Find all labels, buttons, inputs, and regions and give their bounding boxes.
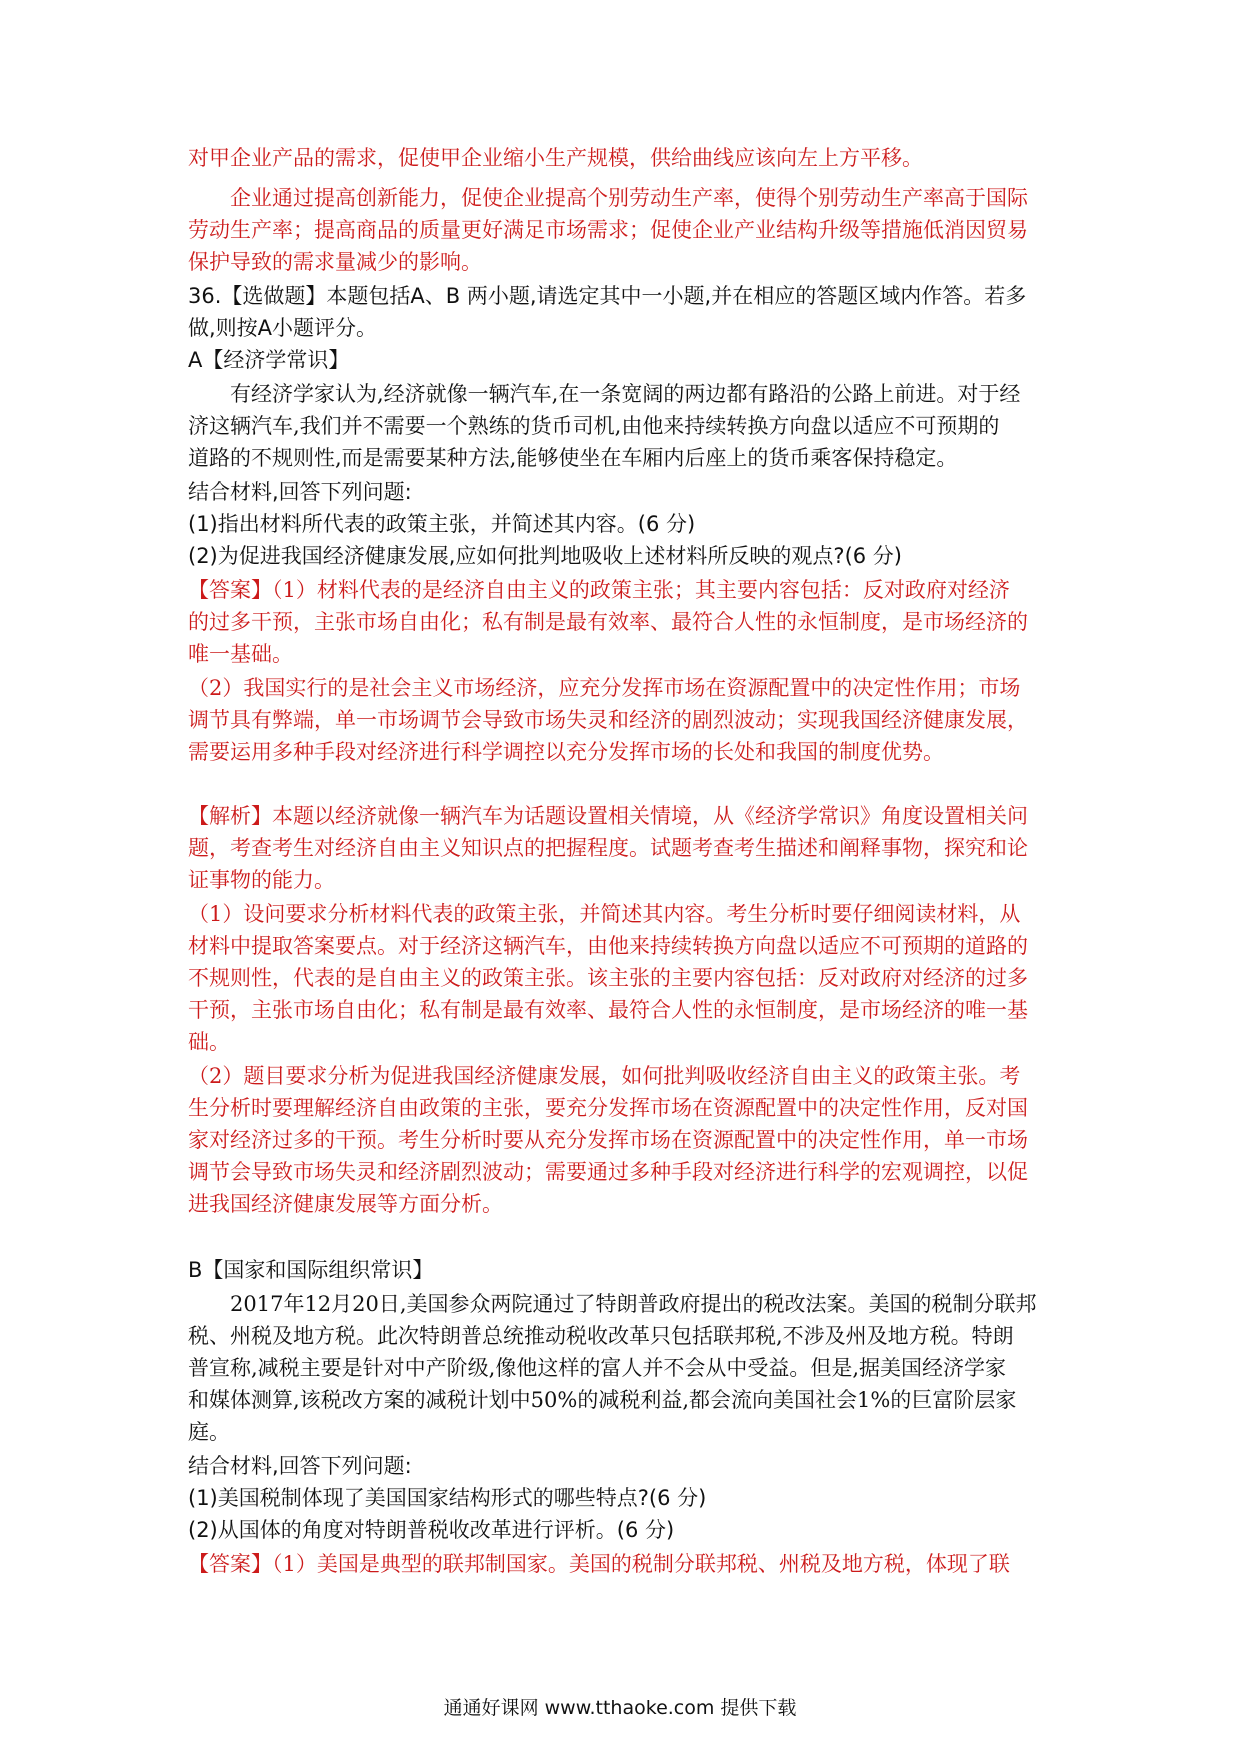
question-36-heading: 做,则按A小题评分。 — [188, 316, 378, 340]
analysis-text-line: （1）设问要求分析材料代表的政策主张，并简述其内容。考生分析时要仔细阅读材料，从 — [188, 902, 1021, 926]
analysis-text-line: 材料中提取答案要点。对于经济这辆汽车，由他来持续转换方向盘以适应不可预期的道路的 — [188, 934, 1028, 958]
analysis-tag: 【解析】 — [188, 804, 272, 828]
question-prompt: 结合材料,回答下列问题: — [188, 1454, 412, 1478]
section-a-title: A【经济学常识】 — [188, 348, 350, 372]
answer-text-line: 保护导致的需求量减少的影响。 — [188, 250, 482, 274]
analysis-text-line: 调节会导致市场失灵和经济剧烈波动；需要通过多种手段对经济进行科学的宏观调控，以促 — [188, 1160, 1028, 1184]
answer-text-line: 对甲企业产品的需求，促使甲企业缩小生产规模，供给曲线应该向左上方平移。 — [188, 146, 923, 170]
analysis-text-line: 题，考查考生对经济自由主义知识点的把握程度。试题考查考生描述和阐释事物，探究和论 — [188, 836, 1028, 860]
question-36-heading: 36.【选做题】本题包括A、B 两小题,请选定其中一小题,并在相应的答题区域内作答。若多 — [188, 284, 1027, 308]
analysis-text-line: 家对经济过多的干预。考生分析时要从充分发挥市场在资源配置中的决定性作用，单一市场 — [188, 1128, 1028, 1152]
analysis-text-line: （2）题目要求分析为促进我国经济健康发展，如何批判吸收经济自由主义的政策主张。考 — [188, 1064, 1021, 1088]
answer-text-line: 企业通过提高创新能力，促使企业提高个别劳动生产率，使得个别劳动生产率高于国际 — [230, 186, 1028, 210]
answer-text-line — [188, 574, 1068, 606]
answer-tag: 【答案】 — [188, 578, 272, 602]
answer-text-line: 调节具有弊端，单一市场调节会导致市场失灵和经济的剧烈波动；实现我国经济健康发展， — [188, 708, 1028, 732]
material-text-line: 税、州税及地方税。此次特朗普总统推动税收改革只包括联邦税,不涉及州及地方税。特朗 — [188, 1324, 1014, 1348]
answer-text-line — [188, 1548, 1068, 1580]
material-text-line: 济这辆汽车,我们并不需要一个熟练的货币司机,由他来持续转换方向盘以适应不可预期的 — [188, 414, 1000, 438]
analysis-text-line — [188, 800, 1068, 832]
answer-text-line: 劳动生产率；提高商品的质量更好满足市场需求；促使企业产业结构升级等措施低消因贸易 — [188, 218, 1028, 242]
material-text-line: 有经济学家认为,经济就像一辆汽车,在一条宽阔的两边都有路沿的公路上前进。对于经 — [230, 382, 1021, 406]
answer-text-line: （2）我国实行的是社会主义市场经济，应充分发挥市场在资源配置中的决定性作用；市场 — [188, 676, 1021, 700]
answer-text: （1）美国是典型的联邦制国家。美国的税制分联邦税、州税及地方税，体现了联 — [272, 1552, 1010, 1576]
analysis-text-line: 干预，主张市场自由化；私有制是最有效率、最符合人性的永恒制度，是市场经济的唯一基 — [188, 998, 1028, 1022]
analysis-text-line: 生分析时要理解经济自由政策的主张，要充分发挥市场在资源配置中的决定性作用，反对国 — [188, 1096, 1028, 1120]
material-text-line: 2017年12月20日,美国参众两院通过了特朗普政府提出的税改法案。美国的税制分联邦 — [230, 1292, 1037, 1316]
question-item: (1)美国税制体现了美国国家结构形式的哪些特点?(6 分) — [188, 1486, 707, 1510]
analysis-text-line: 进我国经济健康发展等方面分析。 — [188, 1192, 503, 1216]
answer-tag: 【答案】 — [188, 1552, 272, 1576]
analysis-text: 本题以经济就像一辆汽车为话题设置相关情境，从《经济学常识》角度设置相关问 — [272, 804, 1028, 828]
analysis-text-line: 证事物的能力。 — [188, 868, 335, 892]
question-item: (1)指出材料所代表的政策主张，并简述其内容。(6 分) — [188, 512, 696, 536]
question-item: (2)为促进我国经济健康发展,应如何批判地吸收上述材料所反映的观点?(6 分) — [188, 544, 902, 568]
answer-text-line: 唯一基础。 — [188, 642, 293, 666]
material-text-line: 和媒体测算,该税改方案的减税计划中50%的减税利益,都会流向美国社会1%的巨富阶层家 — [188, 1388, 1017, 1412]
answer-text-line: 需要运用多种手段对经济进行科学调控以充分发挥市场的长处和我国的制度优势。 — [188, 740, 944, 764]
page-footer: 通通好课网 www.tthaoke.com 提供下载 — [443, 1697, 797, 1719]
section-b-title: B【国家和国际组织常识】 — [188, 1258, 434, 1282]
material-text-line: 庭。 — [188, 1420, 230, 1444]
answer-text: （1）材料代表的是经济自由主义的政策主张；其主要内容包括：反对政府对经济 — [272, 578, 1010, 602]
analysis-text-line: 础。 — [188, 1030, 230, 1054]
answer-text-line: 的过多干预，主张市场自由化；私有制是最有效率、最符合人性的永恒制度，是市场经济的 — [188, 610, 1028, 634]
material-text-line: 道路的不规则性,而是需要某种方法,能够使坐在车厢内后座上的货币乘客保持稳定。 — [188, 446, 958, 470]
question-item: (2)从国体的角度对特朗普税收改革进行评析。(6 分) — [188, 1518, 675, 1542]
question-prompt: 结合材料,回答下列问题: — [188, 480, 412, 504]
material-text-line: 普宣称,减税主要是针对中产阶级,像他这样的富人并不会从中受益。但是,据美国经济学家 — [188, 1356, 1007, 1380]
analysis-text-line: 不规则性，代表的是自由主义的政策主张。该主张的主要内容包括：反对政府对经济的过多 — [188, 966, 1028, 990]
